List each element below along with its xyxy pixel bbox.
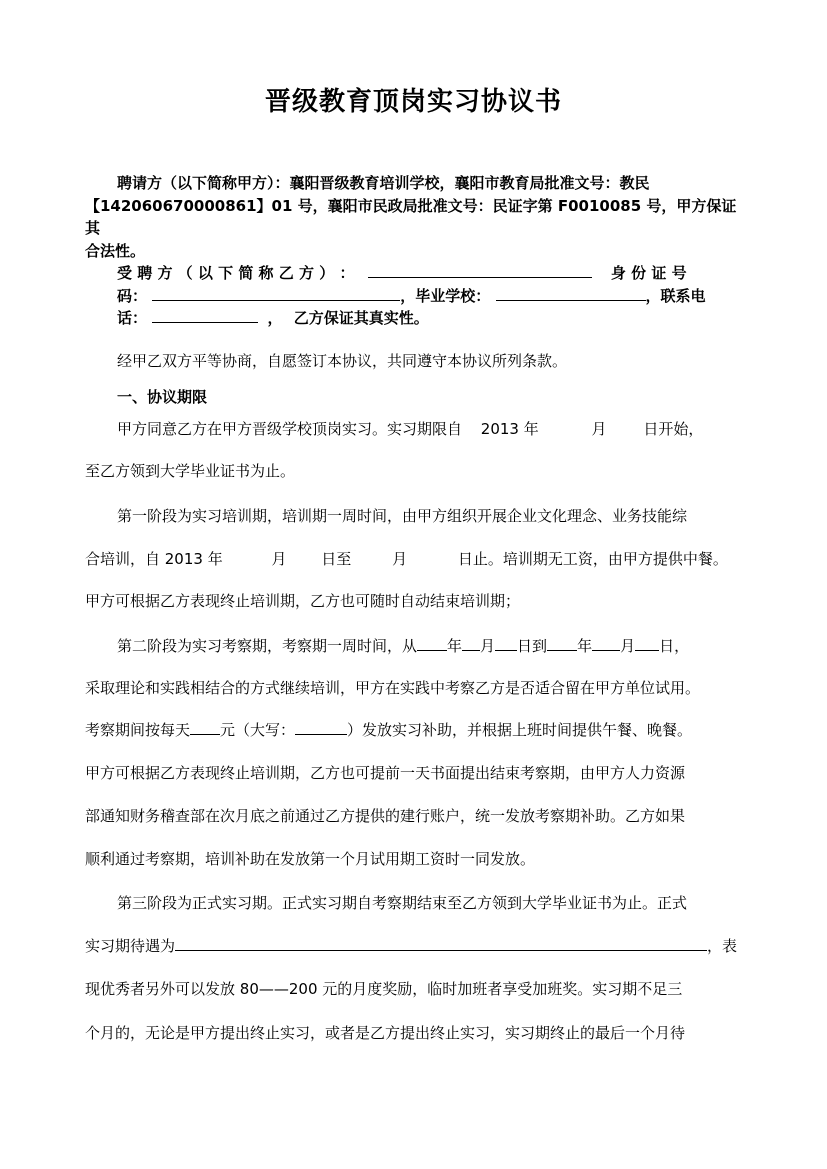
stage-1-to-month: 月 <box>392 550 408 568</box>
stage-2-line-1 <box>85 635 775 657</box>
phone-label-cont: 话： <box>117 309 148 327</box>
consensus-line: 经甲乙双方平等协商，自愿签订本协议，共同遵守本协议所列条款。 <box>117 352 568 370</box>
stage-2-line-4: 甲方可根据乙方表现终止培训期，乙方也可提前一天书面提出结束考察期，由甲方人力资源 <box>85 764 686 782</box>
stage-1-from-month: 月 <box>271 550 287 568</box>
employee-clause-line-2 <box>85 285 743 308</box>
document-title: 晋级教育顶岗实习协议书 <box>264 87 562 117</box>
school-blank <box>496 286 646 301</box>
stage-2-to-year-blank <box>547 636 577 651</box>
stage-2-from-day-blank <box>495 636 517 651</box>
stage-2-daily-label: 考察期间按每天 <box>85 721 191 739</box>
employee-name-blank <box>368 263 592 278</box>
stage-2-from-month-blank <box>462 636 480 651</box>
period-year: 2013 年 <box>480 420 539 438</box>
period-month: 月 <box>591 420 607 438</box>
period-day: 日开始， <box>643 420 704 438</box>
stage-1-to-day: 日止。培训期无工资，由甲方提供中餐。 <box>457 550 728 568</box>
stage-2-line-5: 部通知财务稽查部在次月底之前通过乙方提供的建行账户，统一发放考察期补助。乙方如果 <box>85 807 686 825</box>
period-line-1 <box>85 418 775 440</box>
stage-3-line-4: 个月的，无论是甲方提出终止实习，或者是乙方提出终止实习，实习期终止的最后一个月待 <box>85 1024 686 1042</box>
stage-1-line-2 <box>85 548 743 570</box>
section-1-heading: 一、协议期限 <box>117 388 208 406</box>
stage-2-uppercase-label: 元（大写： <box>220 721 296 739</box>
stage-3-line-1: 第三阶段为正式实习期。正式实习期自考察期结束至乙方领到大学毕业证书为止。正式 <box>117 894 688 912</box>
stage-2-to-month-blank <box>592 636 620 651</box>
stage-2-line-3 <box>85 719 743 741</box>
id-number-blank <box>152 286 400 301</box>
stage-2-to-year: 年 <box>577 637 593 655</box>
stage-2-allowance: ）发放实习补助，并根据上班时间提供午餐、晚餐。 <box>347 721 693 739</box>
stage-2-from-month: 月 <box>480 637 496 655</box>
school-label: ，毕业学校： <box>400 286 491 305</box>
stage-2-from-year: 年 <box>447 637 463 655</box>
stage-1-line-1: 第一阶段为实习培训期，培训期一周时间，由甲方组织开展企业文化理念、业务技能综 <box>117 507 688 525</box>
stage-2-intro: 第二阶段为实习考察期，考察期一周时间，从 <box>117 637 418 655</box>
stage-2-to-day-blank <box>635 636 659 651</box>
stage-2-to-month: 月 <box>620 637 636 655</box>
stage-3-pay-cont: ，表 <box>707 937 738 955</box>
stage-1-from-day: 日至 <box>321 550 352 568</box>
stage-1-from-year: 合培训，自 2013 年 <box>85 550 223 568</box>
stage-2-line-6: 顺利通过考察期，培训补助在发放第一个月试用期工资时一同发放。 <box>85 850 536 868</box>
employer-line-3: 合法性。 <box>85 241 146 260</box>
phone-blank <box>152 308 258 323</box>
stage-2-from-year-blank <box>417 636 447 651</box>
employer-clause <box>85 172 743 195</box>
stage-3-line-2 <box>85 935 743 957</box>
parties-section <box>85 172 743 330</box>
employee-clause-line-1 <box>85 262 743 285</box>
comma: ， <box>267 309 283 327</box>
employer-line-2: 【142060670000861】01 号，襄阳市民政局批准文号：民证字第 F0010085 号，甲方保证其 <box>85 196 737 237</box>
stage-1-line-3: 甲方可根据乙方表现终止培训期，乙方也可随时自动结束培训期； <box>85 592 521 610</box>
id-number-label: 身 份 证 号 <box>610 264 687 282</box>
period-intro: 甲方同意乙方在甲方晋级学校顶岗实习。实习期限自 <box>117 420 463 438</box>
stage-3-pay-label: 实习期待遇为 <box>85 937 176 955</box>
stage-2-to: 日到 <box>517 637 548 655</box>
employee-guarantee: 乙方保证其真实性。 <box>293 309 429 327</box>
employee-clause-line-3 <box>85 307 743 330</box>
employer-line-1: 聘请方（以下简称甲方）：襄阳晋级教育培训学校，襄阳市教育局批准文号：教民 <box>117 174 650 192</box>
id-number-label-cont: 码： <box>117 286 148 305</box>
stage-2-to-day: 日， <box>659 637 690 655</box>
stage-2-daily-amount-blank <box>190 720 220 735</box>
phone-label: ，联系电 <box>645 286 706 305</box>
stage-3-pay-blank <box>175 936 707 951</box>
stage-2-uppercase-blank <box>295 720 347 735</box>
stage-2-line-2: 采取理论和实践相结合的方式继续培训，甲方在实践中考察乙方是否适合留在甲方单位试用。 <box>85 679 701 697</box>
employee-label: 受 聘 方 （ 以 下 简 称 乙 方 ） ： <box>117 264 355 282</box>
stage-3-line-3: 现优秀者另外可以发放 80——200 元的月度奖励，临时加班者享受加班奖。实习期不足三 <box>85 980 683 998</box>
period-line-2: 至乙方领到大学毕业证书为止。 <box>85 462 296 480</box>
